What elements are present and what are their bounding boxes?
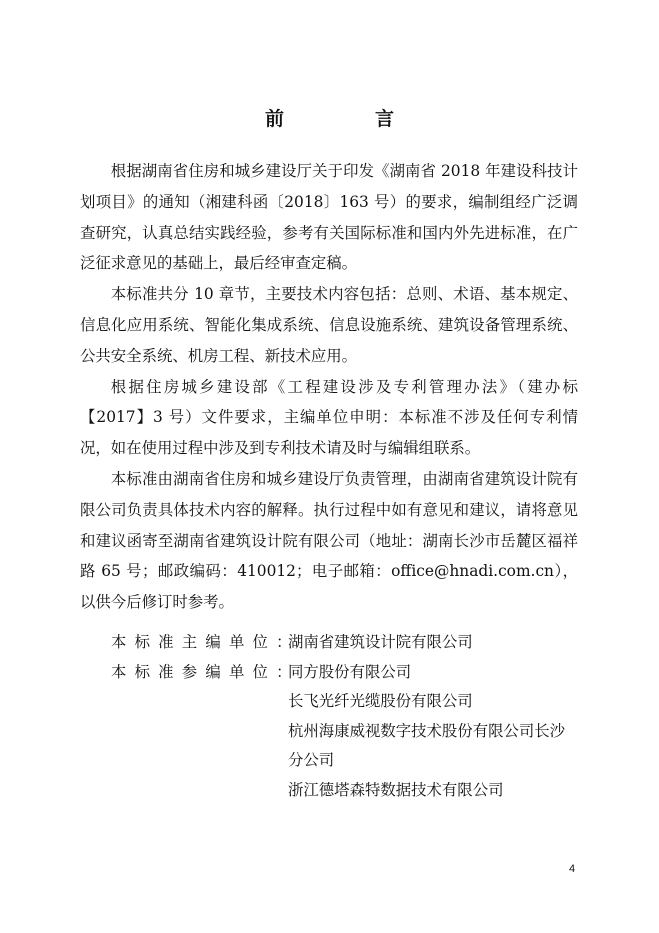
paragraph-project-basis: 根据湖南省住房和城乡建设厅关于印发《湖南省 2018 年建设科技计划项目》的通知（湘建科函〔2018〕163 号）的要求，编制组经广泛调查研究，认真总结实践经验，参考有关国际标准和国内外先进标准，在广泛征求意见的基础上，最后经审查定稿。	[80, 162, 578, 273]
page-number: 4	[569, 863, 576, 875]
page-title: 前 言	[264, 108, 430, 130]
chief-unit-row	[80, 628, 580, 658]
participating-units-label: 本标准参编单位：	[111, 662, 300, 681]
participating-unit-name: 浙江德塔森特数据技术有限公司	[288, 780, 504, 799]
preface-body	[80, 156, 578, 618]
participating-unit-name: 同方股份有限公司	[288, 662, 412, 681]
participating-unit-name: 长飞光纤光缆股份有限公司	[288, 692, 473, 710]
units-section	[80, 628, 580, 805]
chief-unit-name: 湖南省建筑设计院有限公司	[288, 633, 473, 651]
chief-unit-label: 本标准主编单位：	[111, 633, 300, 651]
participating-units-list	[288, 658, 580, 806]
paragraph-contents: 本标准共分 10 章节，主要技术内容包括：总则、术语、基本规定、信息化应用系统、智能化集成系统、信息设施系统、建筑设备管理系统、公共安全系统、机房工程、新技术应用。	[80, 285, 578, 365]
paragraph-patent-statement: 根据住房城乡建设部《工程建设涉及专利管理办法》（建办标【2017】3 号）文件要求，主编单位申明：本标准不涉及任何专利情况，如在使用过程中涉及到专利技术请及时与编辑组联系。	[80, 377, 578, 458]
participating-units-row	[80, 658, 580, 806]
participating-unit-name: 杭州海康威视数字技术股份有限公司长沙分公司	[288, 721, 566, 769]
paragraph-management: 本标准由湖南省住房和城乡建设厅负责管理，由湖南省建筑设计院有限公司负责具体技术内容的解释。执行过程中如有意见和建议，请将意见和建议函寄至湖南省建筑设计院有限公司（地址：湖南长沙市岳麓区福祥路 65 号；邮政编码：410012；电子邮箱：office@hnadi.com.cn），以供今后修订时参考。	[80, 469, 578, 612]
